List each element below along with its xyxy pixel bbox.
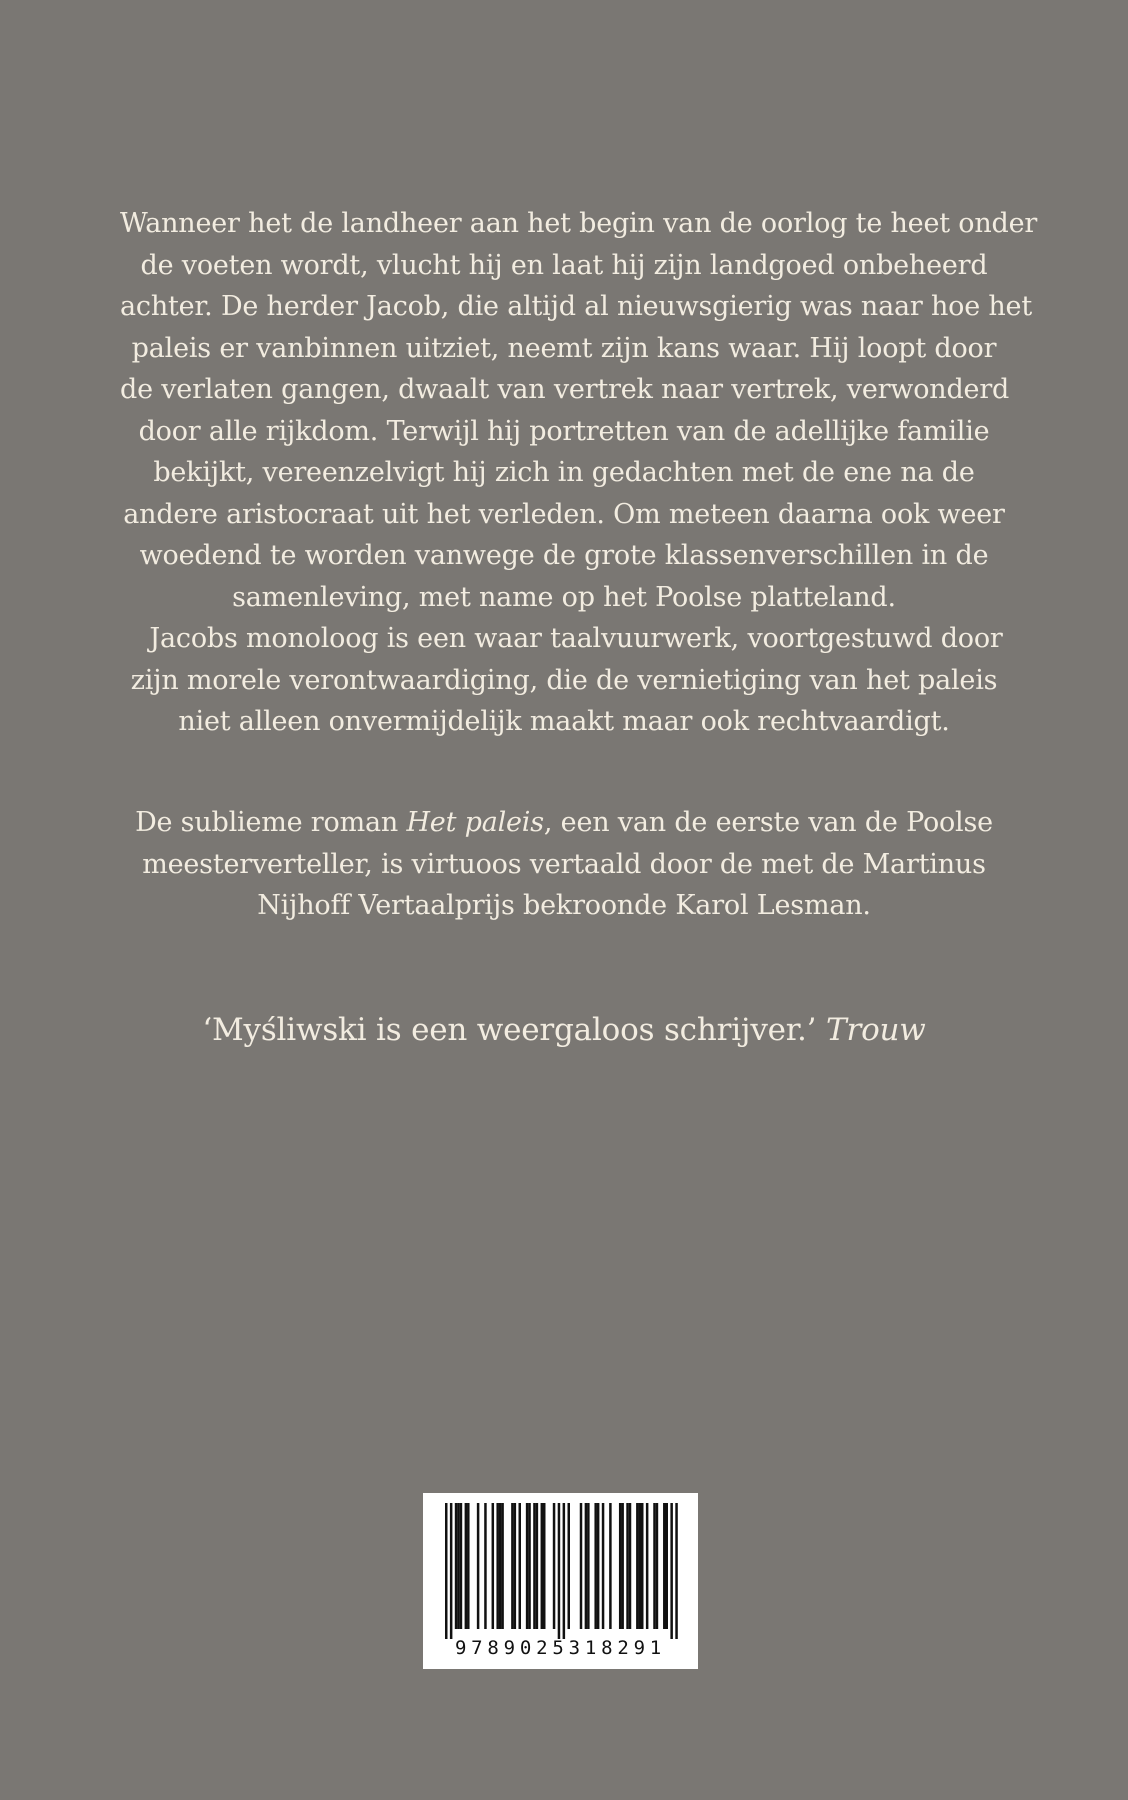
barcode-bar: [484, 1503, 487, 1629]
barcode-bar: [626, 1503, 629, 1629]
barcode-bar: [653, 1503, 656, 1629]
barcode-bar: [663, 1503, 666, 1629]
barcode-bar: [450, 1503, 453, 1639]
barcode-bar: [499, 1503, 502, 1629]
barcode-bar: [636, 1503, 639, 1629]
barcode-bar: [585, 1503, 588, 1629]
barcode: [423, 1493, 698, 1669]
barcode-bar: [457, 1503, 460, 1629]
blurb-line: zijn morele verontwaardiging, die de vernietiging van het paleis: [130, 664, 998, 696]
blurb-line: paleis er vanbinnen uitziet, neemt zijn kans waar. Hij loopt door: [131, 332, 997, 364]
barcode-bar: [514, 1503, 517, 1629]
barcode-bar: [467, 1503, 470, 1629]
barcode-bar: [526, 1503, 529, 1629]
barcode-bar: [563, 1503, 566, 1639]
barcode-bar: [460, 1503, 463, 1629]
barcode-bar: [543, 1503, 546, 1629]
barcode-bar: [528, 1503, 531, 1629]
blurb-line: Jacobs monoloog is een waar taalvuurwerk, voortgestuwd door: [149, 623, 1003, 654]
isbn-number: 9789025318291: [454, 1637, 667, 1659]
barcode-bar: [519, 1503, 522, 1629]
barcode-bar: [558, 1503, 561, 1639]
barcode-bar: [533, 1503, 536, 1629]
barcode-bar: [594, 1503, 597, 1629]
blurb-line: woedend te worden vanwege de grote klassenverschillen in de: [139, 540, 989, 571]
barcode-bar: [656, 1503, 659, 1629]
blurb-line: Wanneer het de landheer aan het begin van de oorlog te heet onder: [120, 208, 1038, 239]
barcode-bar: [675, 1503, 678, 1639]
blurb-line: Nijhoff Vertaalprijs bekroonde Karol Lesman.: [257, 890, 871, 921]
quote-source: Trouw: [825, 1012, 926, 1048]
blurb-line: de voeten wordt, vlucht hij en laat hij zijn landgoed onbeheerd: [140, 249, 988, 281]
barcode-bar: [568, 1503, 571, 1629]
barcode-bar: [445, 1503, 448, 1639]
barcode-bar: [641, 1503, 644, 1629]
barcode-bar: [666, 1503, 669, 1629]
barcode-bar: [621, 1503, 624, 1629]
barcode-bar: [670, 1503, 673, 1639]
barcode-bar: [609, 1503, 612, 1629]
barcode-bar: [501, 1503, 504, 1629]
blurb-paragraph-1: [120, 203, 1038, 743]
blurb-line: samenleving, met name op het Poolse platteland.: [232, 581, 896, 613]
barcode-bar: [492, 1503, 495, 1629]
barcode-bar: [496, 1503, 499, 1629]
barcode-bar: [619, 1503, 622, 1629]
blurb-line: door alle rijkdom. Terwijl hij portretten van de adellijke familie: [138, 415, 990, 447]
barcode-bar: [553, 1503, 556, 1629]
blurb-line: niet alleen onvermijdelijk maakt maar ook rechtvaardigt.: [178, 706, 950, 737]
barcode-bar: [587, 1503, 590, 1629]
review-quote: [120, 1012, 1008, 1048]
book-title: Het paleis: [406, 807, 544, 838]
barcode-bar: [629, 1503, 632, 1629]
blurb-text: De sublieme roman: [135, 807, 407, 838]
blurb-line: andere aristocraat uit het verleden. Om meteen daarna ook weer: [123, 498, 1005, 530]
barcode-bar: [597, 1503, 600, 1629]
blurb-line: de verlaten gangen, dwaalt van vertrek naar vertrek, verwonderd: [120, 374, 1010, 405]
barcode-bar: [639, 1503, 642, 1629]
barcode-bar: [541, 1503, 544, 1629]
blurb-line: bekijkt, vereenzelvigt hij zich in gedachten met de ene na de: [153, 457, 975, 488]
barcode-bar: [511, 1503, 514, 1629]
barcode-bar: [465, 1503, 468, 1629]
blurb-line: [120, 802, 1008, 844]
barcode-bar: [455, 1503, 458, 1629]
blurb-line: achter. De herder Jacob, die altijd al nieuwsgierig was naar hoe het: [120, 291, 1032, 322]
barcode-bar: [580, 1503, 583, 1629]
blurb-line: meesterverteller, is virtuoos vertaald door de met de Martinus: [142, 848, 986, 880]
blurb-text: , een van de eerste van de Poolse: [543, 807, 993, 838]
quote-text: ‘Myśliwski is een weergaloos schrijver.’: [202, 1012, 817, 1048]
barcode-bar: [602, 1503, 605, 1629]
barcode-bar: [536, 1503, 539, 1629]
barcode-bar: [477, 1503, 480, 1629]
barcode-bar: [646, 1503, 649, 1629]
blurb-paragraph-3: [120, 802, 1008, 927]
